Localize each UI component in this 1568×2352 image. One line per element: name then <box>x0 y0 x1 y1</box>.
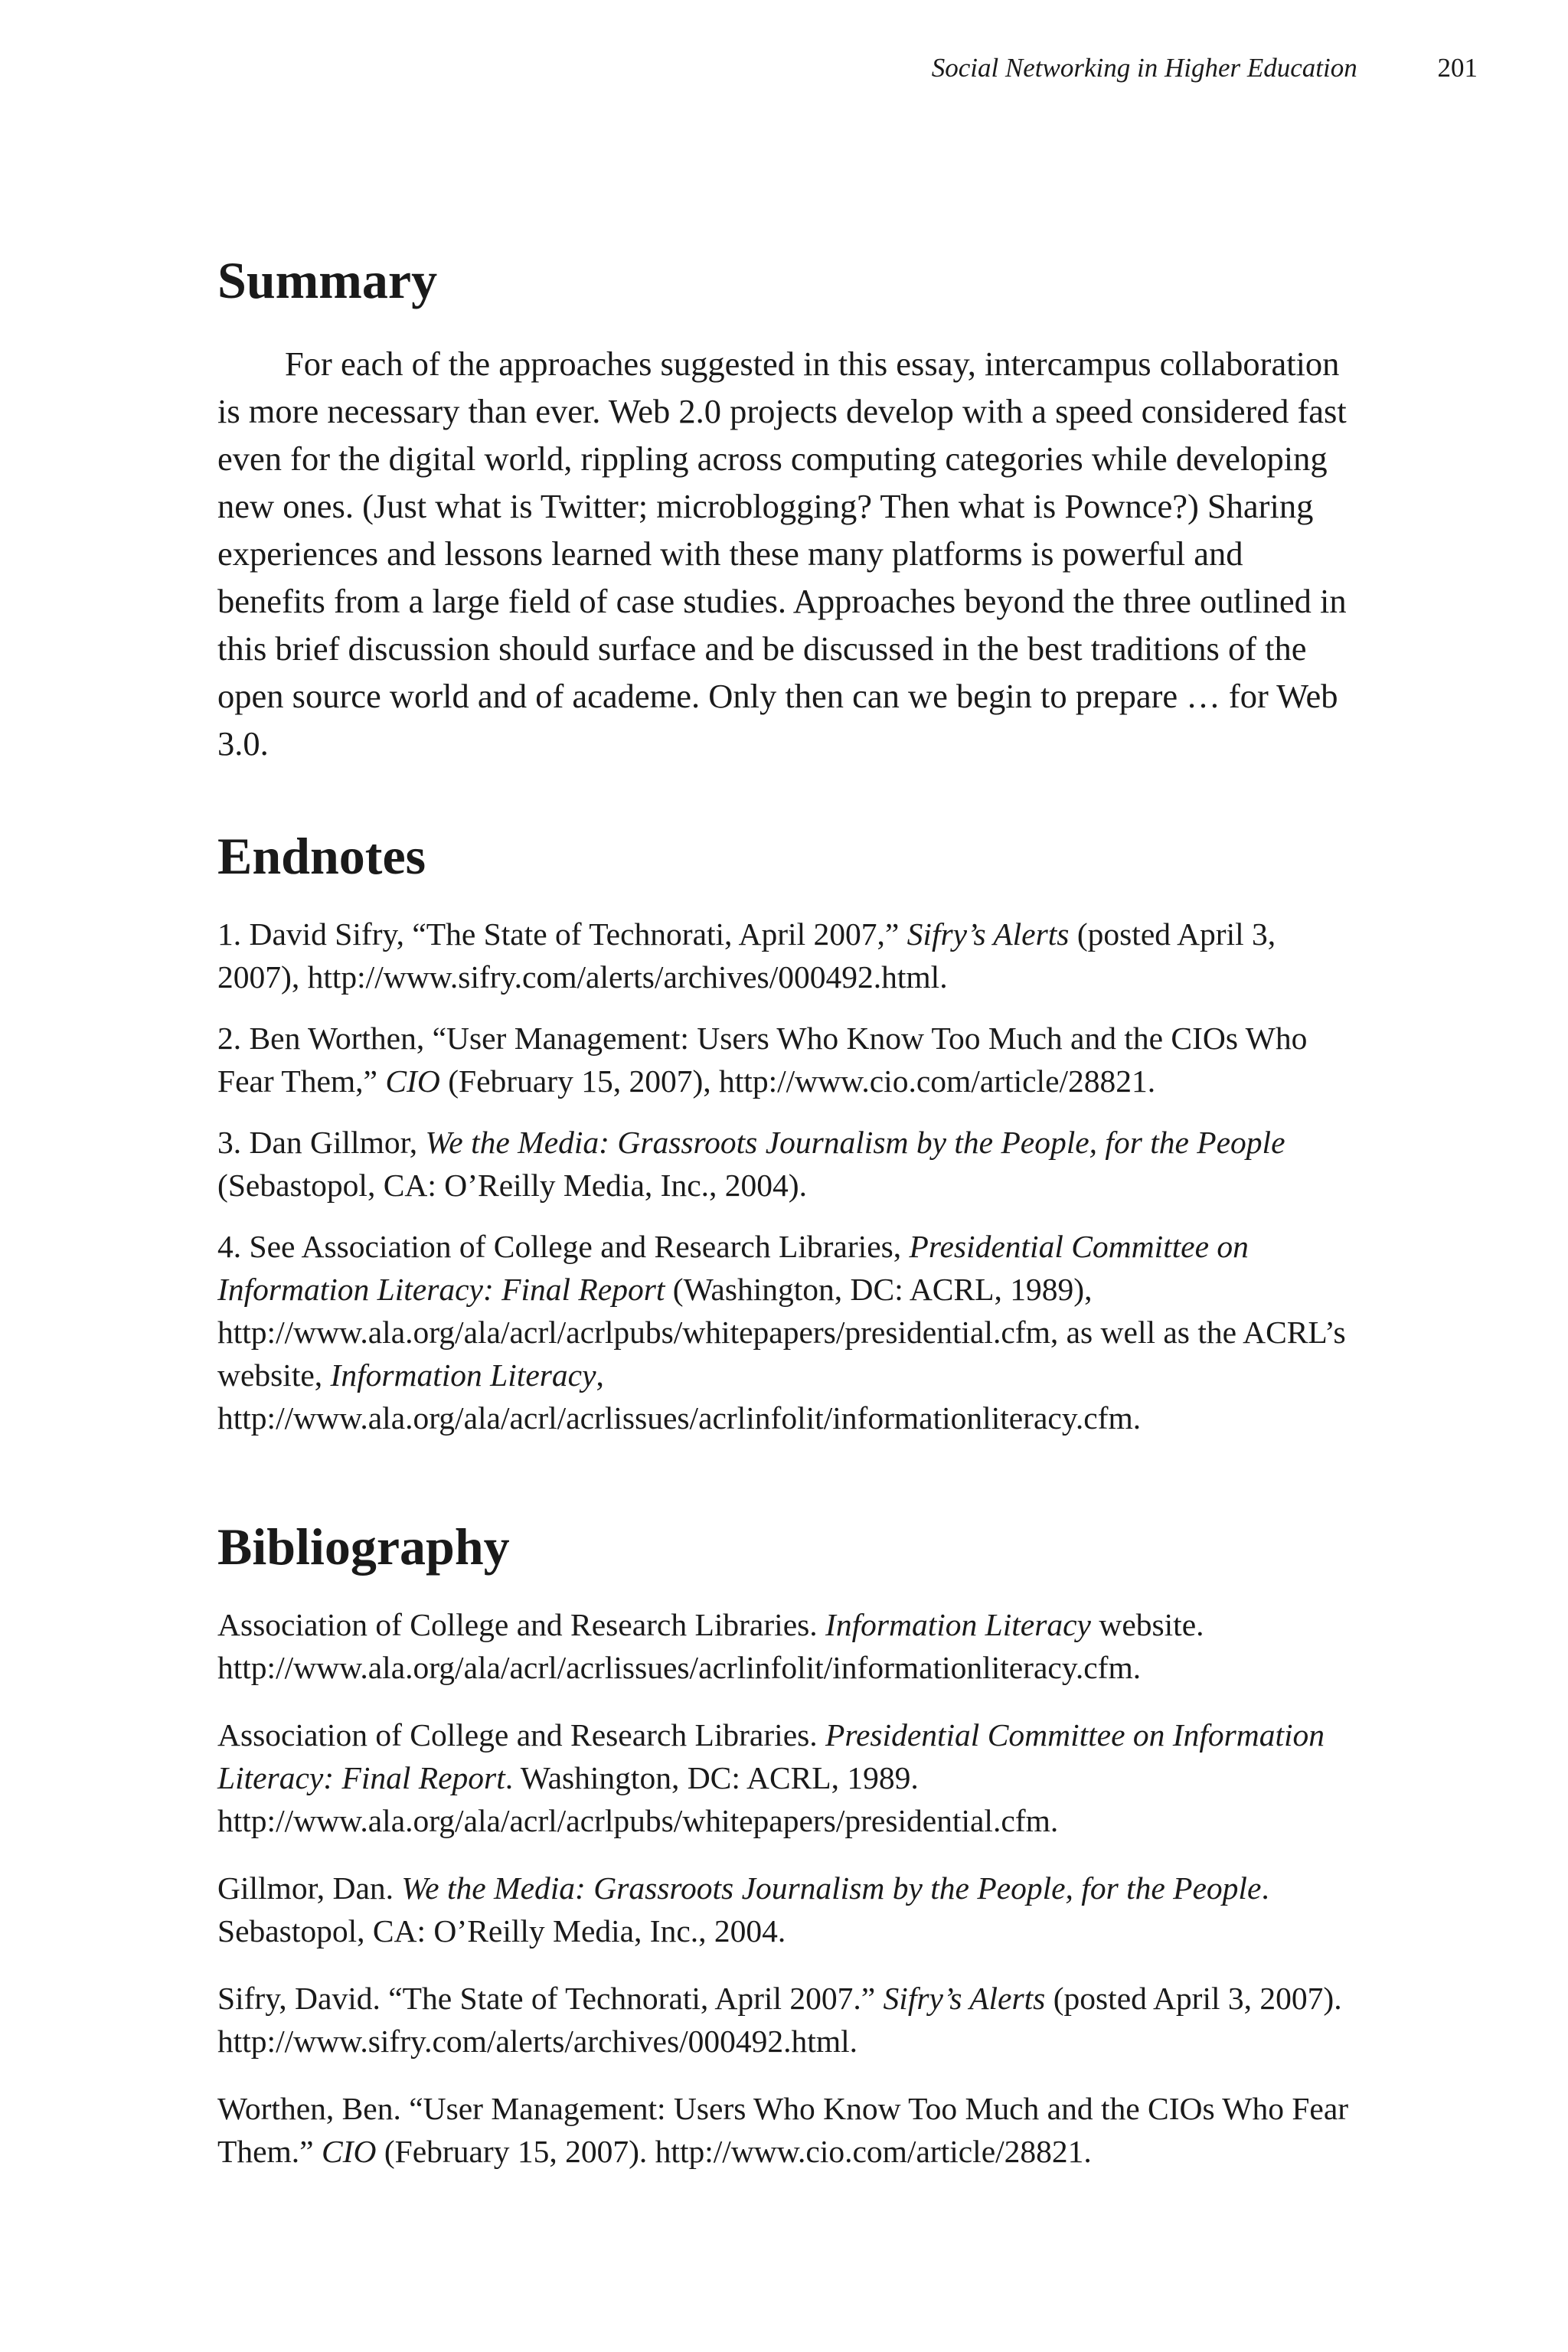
bibliography-text: (posted April 3, 2007). http://www.sifry.com/alerts/archives/000492.html. <box>217 1981 1342 2059</box>
bibliography-entry-4 <box>217 1977 1351 2063</box>
endnote-title: Information Literacy <box>330 1357 596 1393</box>
running-head <box>932 49 1478 87</box>
endnote-text: (posted April 3, 2007), http://www.sifry.com/alerts/archives/000492.html. <box>217 916 1276 995</box>
summary-paragraph: For each of the approaches suggested in this essay, intercampus collaboration is more necessary than ever. Web 2.0 projects develop with a speed considered fast even for the digital world, rippling across computing categories while developing new ones. (Just what is Twitter; microblogging? Then what is Pownce?) Sharing experiences and lessons learned with these many platforms is powerful and benefits from a large field of case studies. Approaches beyond the three outlined in this brief discussion should surface and be discussed in the best traditions of the open source world and of academe. Only then can we begin to prepare … for Web 3.0. <box>217 345 1347 763</box>
page-body <box>217 243 1351 2197</box>
endnote-text: 3. Dan Gillmor, <box>217 1125 426 1160</box>
endnote-title: Presidential Committee on Information Literacy: Final Report <box>217 1229 1249 1307</box>
endnotes-section <box>217 819 1351 1439</box>
endnote-text: 2. Ben Worthen, “User Management: Users Who Know Too Much and the CIOs Who Fear Them,” <box>217 1021 1308 1099</box>
bibliography-section <box>217 1510 1351 2173</box>
bibliography-text: (February 15, 2007). http://www.cio.com/article/28821. <box>376 2134 1092 2169</box>
endnote-title: CIO <box>385 1063 440 1099</box>
endnote-text: , http://www.ala.org/ala/acrl/acrlissues/acrlinfolit/informationliteracy.cfm. <box>217 1357 1142 1436</box>
endnote-text: 4. See Association of College and Research Libraries, <box>217 1229 910 1264</box>
page-number: 201 <box>1437 53 1478 83</box>
endnote-text: (Sebastopol, CA: O’Reilly Media, Inc., 2004). <box>217 1168 807 1203</box>
endnote-title: We the Media: Grassroots Journalism by the People, for the People <box>425 1125 1285 1160</box>
bibliography-text: Gillmor, Dan. <box>217 1870 402 1906</box>
bibliography-text: website. http://www.ala.org/ala/acrl/acrlissues/acrlinfolit/informationliteracy.cfm. <box>217 1607 1204 1685</box>
bibliography-text: Worthen, Ben. “User Management: Users Who Know Too Much and the CIOs Who Fear Them.” <box>217 2091 1349 2169</box>
endnote-2 <box>217 1017 1351 1102</box>
bibliography-title: We the Media: Grassroots Journalism by the People, for the People <box>401 1870 1262 1906</box>
endnote-3 <box>217 1121 1351 1207</box>
bibliography-text: . Sebastopol, CA: O’Reilly Media, Inc., 2004. <box>217 1870 1269 1949</box>
bibliography-entry-1 <box>217 1603 1351 1689</box>
endnote-1 <box>217 913 1351 998</box>
bibliography-text: Association of College and Research Libraries. <box>217 1607 826 1642</box>
endnote-text: (Washington, DC: ACRL, 1989), http://www.ala.org/ala/acrl/acrlpubs/whitepapers/presidential.cfm, as well as the ACRL’s website, <box>217 1272 1346 1393</box>
bibliography-title: Presidential Committee on Information Literacy: Final Report <box>217 1717 1325 1795</box>
summary-heading: Summary <box>217 251 438 309</box>
bibliography-entry-3 <box>217 1867 1351 1952</box>
bibliography-text: Sifry, David. “The State of Technorati, April 2007.” <box>217 1981 884 2016</box>
bibliography-list <box>217 1603 1351 2173</box>
bibliography-text: Association of College and Research Libraries. <box>217 1717 826 1753</box>
endnotes-list <box>217 913 1351 1439</box>
endnotes-heading: Endnotes <box>217 827 426 885</box>
running-title: Social Networking in Higher Education <box>931 53 1357 83</box>
summary-section <box>217 243 1351 767</box>
endnote-text: (February 15, 2007), http://www.cio.com/article/28821. <box>439 1063 1156 1099</box>
endnote-title: Sifry’s Alerts <box>906 916 1070 952</box>
bibliography-title: Information Literacy <box>825 1607 1091 1642</box>
endnote-4 <box>217 1225 1351 1439</box>
bibliography-heading: Bibliography <box>217 1517 510 1576</box>
bibliography-text: . Washington, DC: ACRL, 1989. http://www.ala.org/ala/acrl/acrlpubs/whitepapers/presidential.cfm. <box>217 1760 1059 1838</box>
bibliography-entry-5 <box>217 2087 1351 2173</box>
endnote-text: 1. David Sifry, “The State of Technorati, April 2007,” <box>217 916 907 952</box>
bibliography-title: Sifry’s Alerts <box>883 1981 1046 2016</box>
bibliography-title: CIO <box>321 2134 377 2169</box>
bibliography-entry-2 <box>217 1713 1351 1842</box>
